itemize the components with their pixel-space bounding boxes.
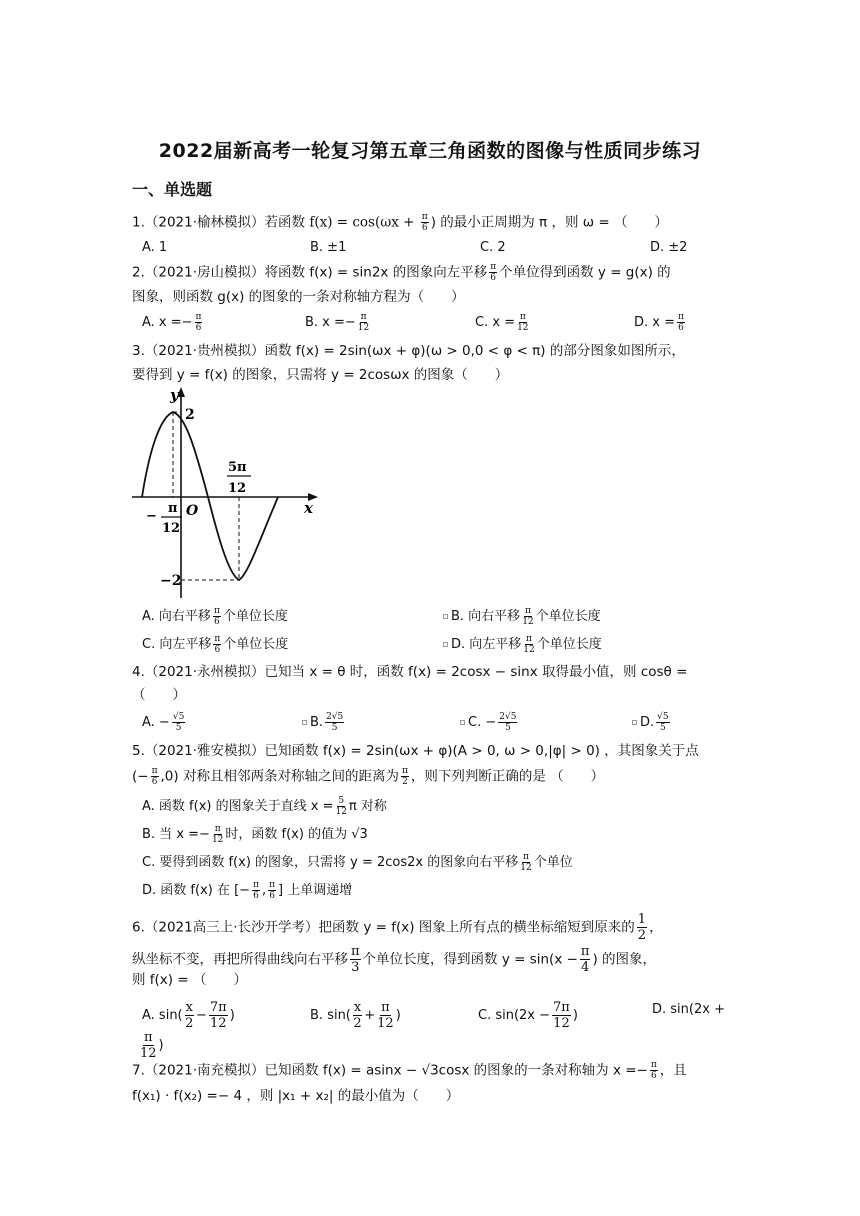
- section-heading: 一、单选题: [132, 180, 213, 199]
- q5-option-c: C. 要得到函数 f(x) 的图象，只需将 y = 2cos2x 的图象向右平移 $\frac{\pi}{12}$ 个单位: [142, 852, 573, 873]
- q1-option-d: D. ±2: [650, 240, 688, 255]
- q7-stem-line2: f(x₁) · f(x₂) =− 4 ，则 |x₁ + x₂| 的最小值为（ ）: [132, 1088, 460, 1104]
- q4-stem-line2: （ ）: [132, 687, 186, 703]
- q5-option-a: A. 函数 f(x) 的图象关于直线 x = $\frac{5}{12}$ π 对称: [142, 796, 387, 817]
- q4-option-c: C. − $\frac{2√5}{5}$: [460, 712, 519, 733]
- q3-option-b: B. 向右平移 $\frac{\pi}{12}$ 个单位长度: [443, 606, 601, 627]
- q6-stem-line3: 则 f(x) = （ ）: [132, 972, 247, 988]
- q5-option-b: B. 当 x =− $\frac{\pi}{12}$ 时，函数 f(x) 的值为 √3: [142, 824, 368, 845]
- q4-stem: 4.（2021·永州模拟）已知当 x = θ 时，函数 f(x) = 2cosx − sinx 取得最小值，则 cosθ =: [132, 664, 688, 680]
- q3-stem: 3.（2021·贵州模拟）函数 f(x) = 2sin(ωx + φ)(ω > 0,0 < φ < π) 的部分图象如图所示，: [132, 343, 685, 359]
- document-title: 2022届新高考一轮复习第五章三角函数的图像与性质同步练习: [158, 140, 702, 162]
- q3-option-a: A. 向右平移 $\frac{\pi}{6}$ 个单位长度: [142, 606, 288, 627]
- neg-x-denominator: 12: [162, 521, 181, 536]
- q1-option-b: B. ±1: [310, 240, 347, 255]
- y-axis-label: y: [170, 386, 179, 404]
- q2-stem-line2: 图象，则函数 g(x) 的图象的一条对称轴方程为（ ）: [132, 289, 465, 305]
- origin-label: O: [186, 503, 199, 519]
- neg-x-sign: −: [146, 509, 157, 524]
- q6-option-d-cont: $\frac{\pi}{12}$ ): [140, 1030, 164, 1061]
- x-axis-label: x: [304, 499, 313, 517]
- q2-option-c: C. x = $\frac{\pi}{12}$: [475, 312, 529, 333]
- q6-option-d: D. sin(2x +: [652, 1002, 725, 1017]
- q1-option-a: A. 1: [142, 240, 168, 255]
- q2-option-d: D. x = $\frac{\pi}{6}$: [634, 312, 684, 333]
- q5-stem-line2: (− $\frac{\pi}{6}$ ,0) 对称且相邻两条对称轴之间的距离为 $\frac{\pi}{2}$ ，则下列判断正确的是 （ ）: [132, 766, 605, 787]
- q6-stem: 6.（2021高三上·长沙开学考）把函数 y = f(x) 图象上所有点的横坐标缩短到原来的 $\frac{1}{2}$ ，: [132, 912, 663, 943]
- q6-option-c: C. sin(2x − $\frac{7\pi}{12}$ ): [478, 1000, 578, 1031]
- peak-x-denominator: 12: [228, 481, 247, 496]
- q6-stem-line2: 纵坐标不变，再把所得曲线向右平移 $\frac{\pi}{3}$ 个单位长度，得到函数 y = sin(x − $\frac{\pi}{4}$ ) 的图象，: [132, 944, 657, 975]
- q7-stem: 7.（2021·南充模拟）已知函数 f(x) = asinx − √3cosx 的图象的一条对称轴为 x =− $\frac{\pi}{6}$ ，且: [132, 1060, 687, 1081]
- q3-stem-line2: 要得到 y = f(x) 的图象，只需将 y = 2cosωx 的图象（ ）: [132, 367, 509, 383]
- q2-option-a: A. x =− $\frac{\pi}{6}$: [142, 312, 202, 333]
- q5-option-d: D. 函数 f(x) 在 [− $\frac{\pi}{6}$ , $\frac{\pi}{6}$ ] 上单调递增: [142, 880, 353, 901]
- min-label: −2: [160, 573, 182, 589]
- q4-option-b: B. $\frac{2√5}{5}$: [302, 712, 346, 733]
- q3-option-d: D. 向左平移 $\frac{\pi}{12}$ 个单位长度: [443, 634, 602, 655]
- sine-graph-figure: [128, 384, 328, 606]
- q4-option-a: A. − $\frac{√5}{5}$: [142, 712, 185, 733]
- q5-stem: 5.（2021·雅安模拟）已知函数 f(x) = 2sin(ωx + φ)(A > 0, ω > 0,|φ| > 0) ，其图象关于点: [132, 743, 699, 759]
- q4-option-d: D. $\frac{√5}{5}$: [632, 712, 672, 733]
- q1-option-c: C. 2: [480, 240, 506, 255]
- q1-stem: 1.（2021·榆林模拟）若函数 f(x) = cos(ωx + $\frac{\pi}{6}$ ) 的最小正周期为 π ，则 ω = （ ）: [132, 212, 668, 233]
- max-label: 2: [185, 407, 195, 423]
- q6-option-b: B. sin( $\frac{x}{2}$ + $\frac{\pi}{12}$ ): [310, 1000, 401, 1031]
- neg-x-numerator: π: [168, 501, 178, 516]
- q3-option-c: C. 向左平移 $\frac{\pi}{6}$ 个单位长度: [142, 634, 289, 655]
- q2-stem: 2.（2021·房山模拟）将函数 f(x) = sin2x 的图象向左平移 $\frac{\pi}{6}$ 个单位得到函数 y = g(x) 的: [132, 262, 671, 283]
- fraction: $\frac{\pi}{6}$: [421, 212, 428, 233]
- q2-option-b: B. x =− $\frac{\pi}{12}$: [305, 312, 370, 333]
- peak-x-numerator: 5π: [228, 460, 247, 475]
- q6-option-a: A. sin( $\frac{x}{2}$ − $\frac{7\pi}{12}$ ): [142, 1000, 235, 1031]
- sine-curve: [142, 412, 278, 580]
